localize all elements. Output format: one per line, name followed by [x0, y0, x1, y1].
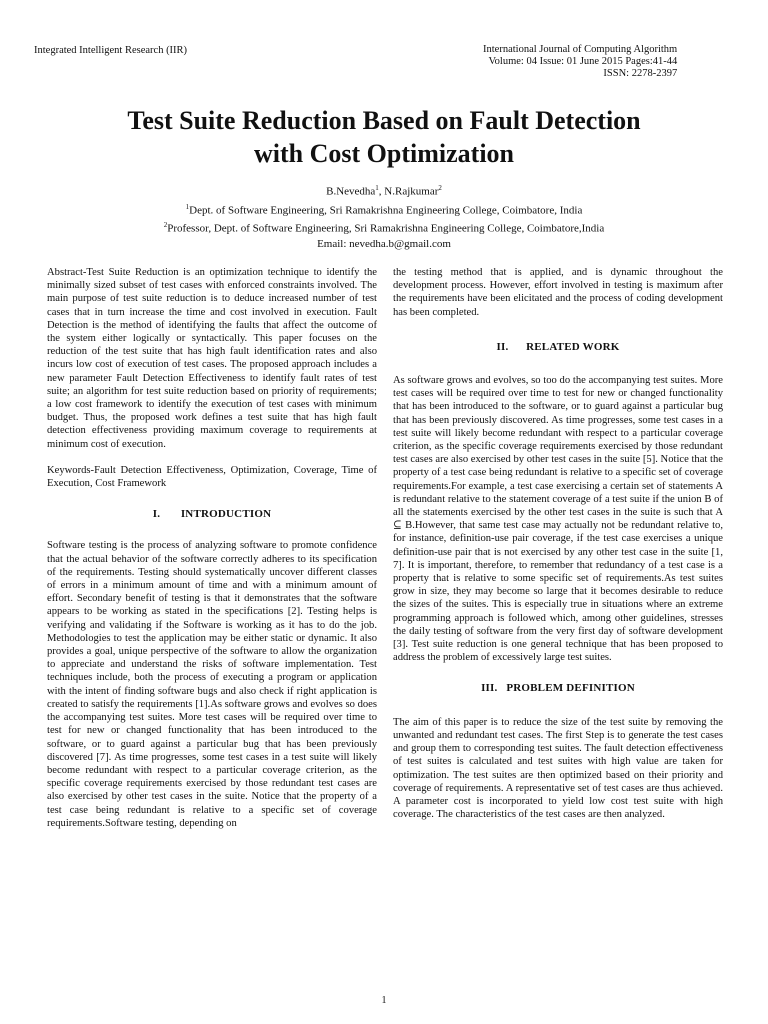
continued-text: the testing method that is applied, and is dynamic throughout the development process. However, effort involved in testing is maximum after the requirements have been elicitated and the process of coding development has been completed.: [393, 267, 723, 318]
journal-volume: Volume: 04 Issue: 01 June 2015 Pages:41-44: [488, 56, 678, 67]
affiliation-1-sup: 1: [185, 202, 190, 211]
affiliation-2: [0, 218, 768, 237]
journal-issn: ISSN: 2278-2397: [603, 68, 678, 79]
abstract: Abstract-Test Suite Reduction is an optimization technique to identify the minimally sized subset of test cases with enforced constraints involved. The main purpose of test suite reduction is to deduce increased number of test cases that in turn increase the time and cost involved in execution. Fault Detection is the method of identifying the faults that affect the outcome of the system either logically or syntactically. This paper focuses on the reduction of the test suite that has high fault identification rates and also incurs low cost of execution of test cases. The proposed approach includes a new parameter Fault Detection Effectiveness to identify fault rates of test suite; an algorithm for test suite reduction based on priority of requirements; a low cost framework to identify the execution of test cases with minimum budget. Thus, the proposed work defines a test suite that has high fault detection effectiveness providing maximum coverage to requirements at minimum cost of execution.: [47, 267, 377, 450]
page-number: 1: [381, 995, 387, 1006]
affiliation-2-sup: 2: [163, 221, 168, 230]
journal-publisher: Integrated Intelligent Research (IIR): [34, 45, 188, 56]
affiliation-2-text: Professor, Dept. of Software Engineering, Sri Ramakrishna Engineering College, Coimbatore,India: [167, 222, 605, 235]
paper-title: [0, 104, 768, 170]
author-1-sup: 1: [375, 184, 379, 192]
introduction-text: Software testing is the process of analyzing software to promote confidence that the actual behavior of the software correctly adheres to its specification of the requirements. Testing should systematically uncover different classes of errors in a minimum amount of time and with a minimum amount of effort. Secondary benefit of testing is that it demonstrates that the software appears to be working as stated in the specifications [2]. Testing helps is verifying and validating if the Software is working as it has to do the job. Methodologies to test the application may be either static or dynamic. It also provides a goal, unique perspective of the software to allow the organization to appreciate and understand the risks of software implementation. Test techniques include, both the process of executing a program or application with the intent of finding software bugs and also check if right application is created to satisfy the requirements [1].As software grows and evolves so does the accompanying test suites. More test cases will be required over time to test for new or changed functionality that has been introduced to the software, or to guard against a particular bug that has been previously discovered [7]. As time progresses, some test cases in a test suite will likely become redundant with respect to a particular coverage criterion, as the specific coverage requirements exercised by those redundant test cases are also exercised by other test cases in the suite. Notice that the property of a test case being redundant is relative to a specific set of coverage requirements.Software testing, depending on: [47, 540, 377, 829]
author-sep: ,: [378, 185, 385, 198]
author-email: Email: nevedha.b@gmail.com: [317, 237, 451, 250]
author-2: N.Rajkumar: [384, 185, 439, 198]
section-heading-problem-definition: III. PROBLEM DEFINITION: [481, 682, 635, 695]
section-heading-related-work: II. RELATED WORK: [496, 340, 620, 353]
journal-name: International Journal of Computing Algorithm: [483, 44, 678, 55]
author-2-sup: 2: [438, 184, 442, 192]
author-block: [0, 181, 768, 252]
keywords: Keywords-Fault Detection Effectiveness, Optimization, Coverage, Time of Execution, Cost Framework: [47, 464, 377, 490]
left-column: [47, 266, 377, 830]
author-names: [0, 181, 768, 200]
author-1: B.Nevedha: [326, 185, 376, 198]
right-column: [393, 266, 723, 821]
section-heading-introduction: I. INTRODUCTION: [152, 508, 272, 521]
affiliation-1-text: Dept. of Software Engineering, Sri Ramakrishna Engineering College, Coimbatore, India: [189, 204, 583, 217]
problem-definition-text: The aim of this paper is to reduce the size of the test suite by removing the unwanted and redundant test cases. The first Step is to generate the test cases and group them to corresponding test suites. The fault detection effectiveness of test suites is calculated and test suites with high value are taken for optimization. The test suites are then optimized based on their priority and coverage of requirements. A representative set of test cases are thus achieved. A parameter cost is incorporated to yield low cost test suite with high coverage. The characteristics of the test cases are then analyzed.: [393, 716, 723, 821]
related-work-text: As software grows and evolves, so too do the accompanying test suites. More test cases will be required over time to test for new or changed functionality that has been introduced to the software, or to guard against a particular bug that has been previously discovered. As time progresses, some test cases in a test suite will likely become redundant with respect to a particular coverage criterion, as the specific coverage requirements exercised by those redundant test cases are also exercised by other test cases in the suite [5]. Notice that the property of a test case being redundant is relative to a specific set of coverage requirements.For example, a test case exercising a certain set of statements A is redundant relative to the statement coverage of a test suite if the union B of all the statements exercised by the other test cases in the suite is such that A ⊆ B.However, that same test case may actually not be redundant relative to, for instance, definition-use pair coverage, if the test case exercises a unique definition-use pair that is not exercised by any other test case in the suite [1, 7]. It is important, therefore, to remember that redundancy of a test case is a property that is relative to some specific set of requirements.As test suites grow in size, they may become so large that it becomes desirable to reduce the sizes of the suites. This is especially true in situations where an extreme programming approach is followed which, among other guidelines, stresses the daily testing of software from the very first day of software development [3]. Test suite reduction is one general technique that has been proposed to address the problem of excessively large test suites.: [393, 375, 723, 664]
title-line-1: Test Suite Reduction Based on Fault Detection: [127, 106, 641, 135]
affiliation-1: [0, 200, 768, 219]
title-line-2: with Cost Optimization: [254, 139, 514, 168]
journal-info: [483, 44, 677, 80]
